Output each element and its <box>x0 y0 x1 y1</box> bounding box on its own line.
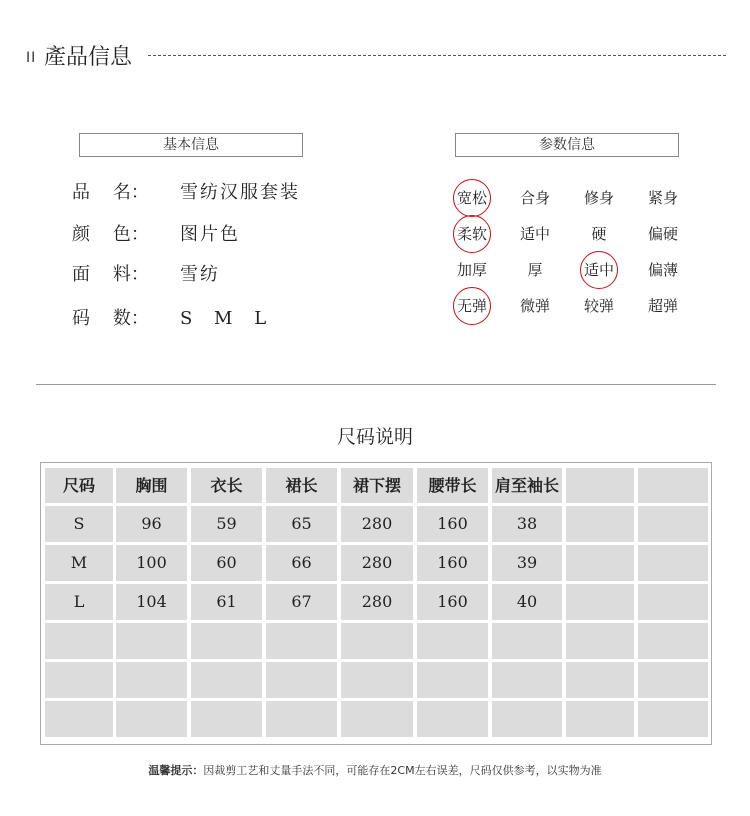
table-header-cell: 尺码 <box>45 468 113 503</box>
table-cell <box>341 662 413 698</box>
table-cell: 39 <box>492 545 562 581</box>
selected-circle-icon <box>580 251 618 289</box>
table-cell: 104 <box>116 584 187 620</box>
table-cell <box>191 662 262 698</box>
param-option <box>513 294 557 318</box>
table-cell <box>492 701 562 737</box>
param-option-label: 适中 <box>583 261 614 279</box>
table-header-cell: 裙下摆 <box>341 468 413 503</box>
param-option <box>641 294 685 318</box>
param-option <box>450 222 494 246</box>
table-cell: 65 <box>266 506 337 542</box>
basic-info-value: 图片色 <box>180 224 240 245</box>
table-cell: M <box>45 545 113 581</box>
table-cell: 40 <box>492 584 562 620</box>
table-cell: 160 <box>417 506 488 542</box>
size-chart-table <box>40 462 712 745</box>
param-option-label: 较弹 <box>583 297 614 315</box>
table-cell: 280 <box>341 584 413 620</box>
section-divider <box>36 384 716 385</box>
table-cell <box>417 623 488 659</box>
table-cell: 160 <box>417 545 488 581</box>
table-cell: L <box>45 584 113 620</box>
basic-info-key: 面 料： <box>72 264 149 285</box>
param-option-label: 修身 <box>583 189 614 207</box>
param-option <box>641 222 685 246</box>
table-cell: 38 <box>492 506 562 542</box>
table-cell <box>45 662 113 698</box>
param-option <box>641 258 685 282</box>
basic-info-label: 基本信息 <box>79 133 303 157</box>
param-option <box>513 222 557 246</box>
param-option-label: 合身 <box>519 189 550 207</box>
basic-info-key: 颜 色： <box>72 224 149 245</box>
size-chart-title: 尺码说明 <box>336 426 413 448</box>
table-cell <box>566 623 634 659</box>
page-title: 產品信息 <box>44 45 133 70</box>
table-header-cell: 肩至袖长 <box>492 468 562 503</box>
table-cell <box>45 623 113 659</box>
table-header-cell: 衣长 <box>191 468 262 503</box>
table-cell <box>116 623 187 659</box>
table-cell <box>266 701 337 737</box>
param-option <box>577 258 621 282</box>
table-cell <box>492 662 562 698</box>
param-option-label: 紧身 <box>647 189 678 207</box>
table-cell <box>492 623 562 659</box>
table-cell: 280 <box>341 506 413 542</box>
basic-info-value: S M L <box>180 308 275 329</box>
table-cell <box>417 662 488 698</box>
selected-circle-icon <box>453 215 491 253</box>
tip-note <box>0 762 750 778</box>
table-cell <box>191 701 262 737</box>
basic-info-value: 雪纺 <box>180 264 220 285</box>
param-option <box>577 186 621 210</box>
header-divider <box>148 55 726 56</box>
selected-circle-icon <box>453 287 491 325</box>
table-cell <box>116 662 187 698</box>
table-header-cell: 腰带长 <box>417 468 488 503</box>
param-option <box>641 186 685 210</box>
tip-label: 温馨提示： <box>148 764 204 777</box>
param-option-label: 偏薄 <box>647 261 678 279</box>
param-info-label: 参数信息 <box>455 133 679 157</box>
table-cell: 67 <box>266 584 337 620</box>
table-cell <box>341 623 413 659</box>
header-bars-icon: II <box>26 50 37 66</box>
param-option-label: 无弹 <box>456 297 487 315</box>
param-option <box>450 294 494 318</box>
table-cell: S <box>45 506 113 542</box>
table-cell: 160 <box>417 584 488 620</box>
table-cell <box>638 662 708 698</box>
param-option <box>513 258 557 282</box>
param-option-label: 适中 <box>519 225 550 243</box>
table-cell: 60 <box>191 545 262 581</box>
tip-text: 因裁剪工艺和丈量手法不同，可能存在2CM左右误差，尺码仅供参考，以实物为准 <box>203 764 602 777</box>
table-cell <box>116 701 187 737</box>
table-cell <box>566 662 634 698</box>
param-option-label: 偏硬 <box>647 225 678 243</box>
table-cell <box>638 701 708 737</box>
table-cell <box>566 506 634 542</box>
param-option <box>450 186 494 210</box>
param-option-label: 超弹 <box>647 297 678 315</box>
table-cell <box>45 701 113 737</box>
table-cell: 66 <box>266 545 337 581</box>
section-header <box>26 38 726 72</box>
table-header-cell <box>566 468 634 503</box>
basic-info-value: 雪纺汉服套装 <box>180 182 300 203</box>
param-option-label: 硬 <box>591 225 607 243</box>
table-cell <box>566 701 634 737</box>
selected-circle-icon <box>453 179 491 217</box>
table-cell <box>191 623 262 659</box>
param-option-label: 宽松 <box>456 189 487 207</box>
param-option <box>450 258 494 282</box>
table-cell <box>266 662 337 698</box>
table-header-cell: 胸围 <box>116 468 187 503</box>
table-cell: 100 <box>116 545 187 581</box>
table-cell <box>566 545 634 581</box>
param-option-label: 柔软 <box>456 225 487 243</box>
param-option <box>513 186 557 210</box>
table-cell <box>638 623 708 659</box>
table-cell: 96 <box>116 506 187 542</box>
table-cell <box>566 584 634 620</box>
table-cell: 280 <box>341 545 413 581</box>
table-cell: 59 <box>191 506 262 542</box>
table-header-cell: 裙长 <box>266 468 337 503</box>
basic-info-key: 码 数： <box>72 308 149 329</box>
table-cell <box>417 701 488 737</box>
table-cell <box>266 623 337 659</box>
table-cell <box>638 584 708 620</box>
param-option <box>577 294 621 318</box>
table-cell: 61 <box>191 584 262 620</box>
table-cell <box>341 701 413 737</box>
table-cell <box>638 545 708 581</box>
table-header-cell <box>638 468 708 503</box>
param-option-label: 厚 <box>527 261 543 279</box>
param-option <box>577 222 621 246</box>
table-cell <box>638 506 708 542</box>
param-option-label: 加厚 <box>456 261 487 279</box>
basic-info-key: 品 名： <box>72 182 149 203</box>
param-option-label: 微弹 <box>519 297 550 315</box>
